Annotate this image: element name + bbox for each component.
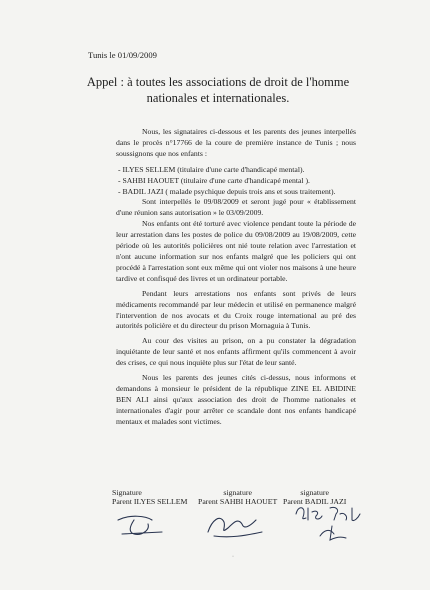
document-date: Tunis le 01/09/2009	[88, 50, 157, 60]
handwritten-signature-haouet	[200, 506, 270, 542]
paragraph-appeal: Nous les parents des jeunes cités ci-dessus, nous informons et demandons à monsieur le président de la république ZINE EL ABIDINE BEN ALI ainsi qu'aux association des droit de l'homme nationales et internationales d'agir pour arrêter ce scandale dont nos enfants handicapé mentaux et malades sont victimes.	[116, 373, 356, 426]
list-item: - ILYES SELLEM (titulaire d'une carte d'handicapé mental).	[118, 164, 305, 174]
handwritten-signature-jazi	[290, 500, 370, 546]
list-item: - SAHBI HAOUET (titulaire d'une carte d'handicapé mental ).	[118, 175, 310, 185]
document-body	[116, 127, 356, 428]
signature-block-haouet	[198, 488, 277, 506]
signature-name: Parent BADIL JAZI	[283, 497, 347, 507]
paragraph-intro: Nous, les signataires ci-dessous et les parents des jeunes interpellés dans le procès n°17766 de la coure de première instance de Tunis ; nous soussignons que nos enfants :	[116, 127, 356, 158]
title-line-1: Appel : à toutes les associations de droit de l'homme	[86, 75, 350, 89]
signature-label: Signature	[112, 488, 142, 497]
signature-name: Parent SAHBI HAOUET	[198, 497, 278, 507]
handwritten-signature-sellem	[112, 510, 172, 542]
signature-label: signature	[300, 488, 329, 497]
list-item: - BADIL JAZI ( malade psychique depuis trois ans et sous traitement).	[118, 186, 336, 196]
paragraph-medication: Pendant leurs arrestations nos enfants sont privés de leurs médicaments recommandé par leur médecin et utilisé en permanence malgré l'intervention de nos avocats et du Croix rouge international au pré des autorités policière et du directeur du prison Mornaguia à Tunis.	[116, 288, 356, 331]
document-title	[40, 74, 396, 106]
signature-block-sellem	[112, 488, 187, 506]
page-mark: ·	[232, 554, 234, 560]
paragraph-visits: Au cour des visites au prison, on a pu constater la dégradation inquiétante de leur santé et nos enfants affirment qu'ils commencent à avoir des crises, ce qui nous inquiète plus sur l'état de leur santé.	[116, 336, 356, 368]
children-list	[118, 165, 356, 198]
paragraph-arrest: Sont interpellés le 09/08/2009 et seront jugé pour « établissement d'une réunion sans autorisation » le 03/09/2009.	[116, 197, 356, 218]
paragraph-torture: Nos enfants ont été torturé avec violence pendant toute la période de leur arrestation dans les postes de police du 09/08/2009 au 19/08/2009, cette période où les autorités policières ont nié toute relation avec l'arrestation et n'ont aucune information sur nos enfants malgré que les policiers qui ont procédé à l'arrestation sont eux même qui ont violer nos maisons à une heure tardive et confisqué des livres et un ordinateur portable.	[116, 219, 356, 283]
signature-name: Parent ILYES SELLEM	[112, 497, 188, 507]
title-line-2: nationales et internationales.	[146, 91, 290, 105]
signature-label: signature	[223, 488, 252, 497]
